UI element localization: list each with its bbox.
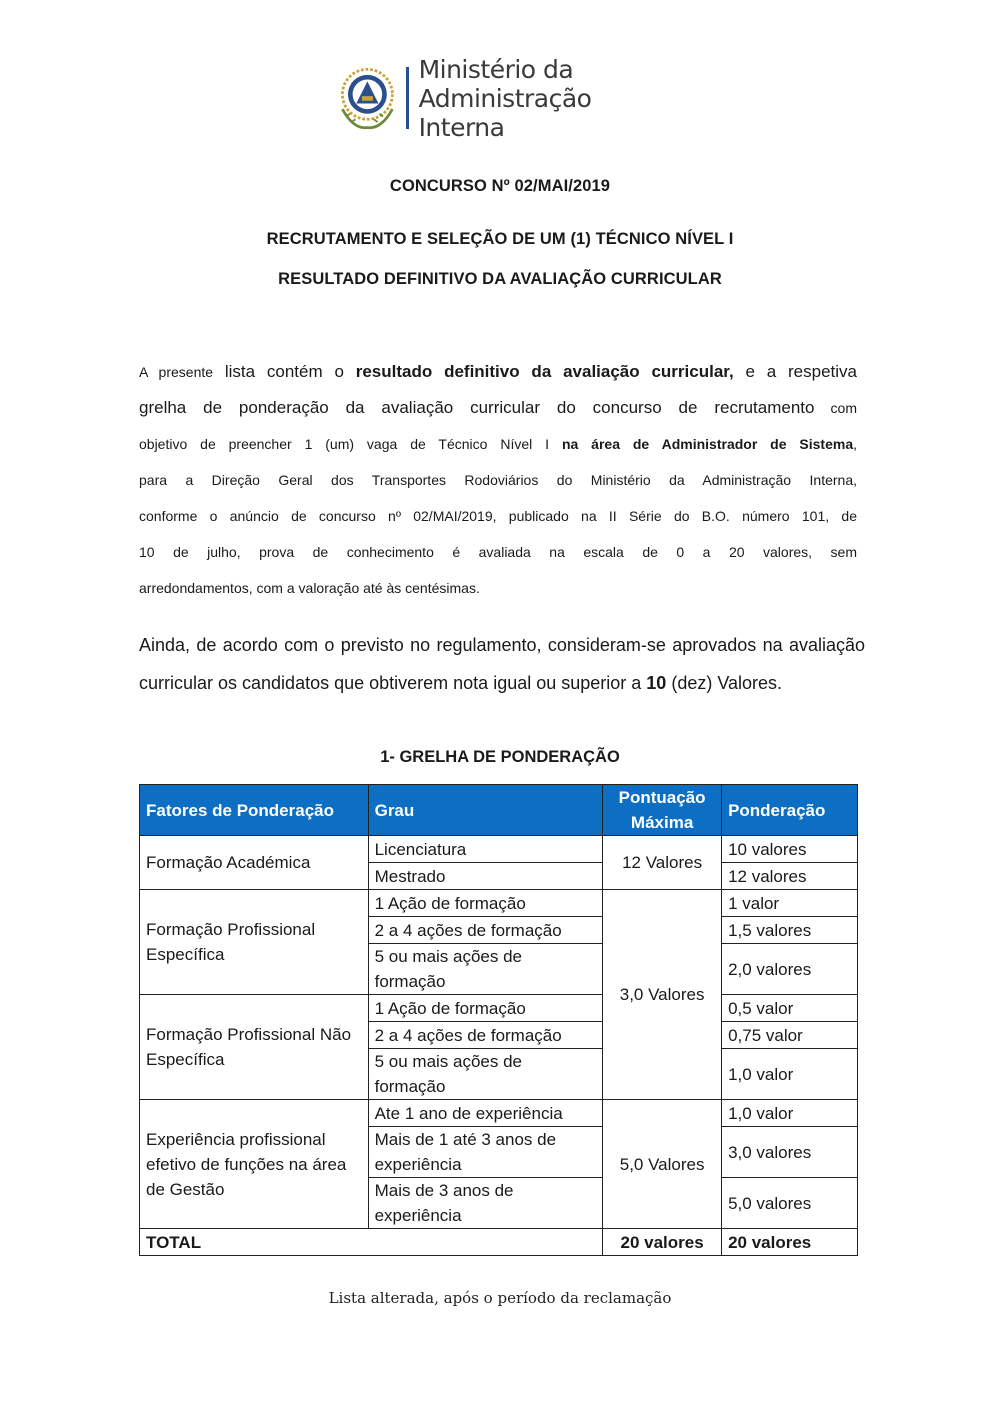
logo-text (419, 55, 665, 142)
intro-text: e a respetiva (733, 362, 858, 381)
degree-cell: 2 a 4 ações de formação (368, 1022, 603, 1049)
table-header-row (140, 785, 858, 836)
recruitment-title: RECRUTAMENTO E SELEÇÃO DE UM (1) TÉCNICO NÍVEL I (266, 230, 734, 248)
intro-paragraph (139, 353, 857, 605)
factor-cell: Formação Profissional Específica (140, 890, 369, 995)
logo-line-1: Ministério da (418, 54, 574, 84)
total-max-score: 20 valores (603, 1229, 722, 1256)
intro-line-7: arredondamentos, com a valoração até às centésimas. (139, 580, 480, 596)
intro-text: lista contém o (213, 362, 356, 381)
table-row (140, 995, 858, 1022)
total-weighting: 20 valores (722, 1229, 858, 1256)
degree-cell: Mais de 1 até 3 anos de experiência (368, 1127, 603, 1178)
intro-line-4: para a Direção Geral dos Transportes Rodoviários do Ministério da Administração Interna, (139, 472, 857, 488)
weight-cell: 1 valor (722, 890, 858, 917)
coat-of-arms-emblem (335, 60, 400, 136)
table-row (140, 1100, 858, 1127)
degree-cell: 1 Ação de formação (368, 995, 603, 1022)
degree-cell: Licenciatura (368, 836, 603, 863)
table-row (140, 836, 858, 863)
ministry-logo (335, 54, 665, 142)
intro-text: grelha de ponderação da avaliação curricular do concurso de recrutamento (139, 398, 815, 417)
factor-cell: Formação Profissional Não Específica (140, 995, 369, 1100)
section-title: 1- GRELHA DE PONDERAÇÃO (380, 748, 620, 766)
degree-cell: 2 a 4 ações de formação (368, 917, 603, 944)
intro-line-1 (139, 353, 857, 389)
logo-divider (406, 67, 409, 129)
weight-cell: 12 valores (722, 863, 858, 890)
approval-text: Ainda, de acordo com o previsto no regulamento, consideram-se aprovados na avaliação curricular os candidatos que obtiverem nota igual ou superior a (139, 635, 865, 693)
weight-cell: 0,75 valor (722, 1022, 858, 1049)
weight-cell: 2,0 valores (722, 944, 858, 995)
weighting-table (139, 784, 858, 1256)
intro-bold-text: na área de Administrador de Sistema (561, 436, 854, 452)
weight-cell: 0,5 valor (722, 995, 858, 1022)
intro-text: objetivo de preencher 1 (um) vaga de Técnico Nível I (139, 436, 562, 452)
total-row (140, 1229, 858, 1256)
intro-text: com (814, 400, 857, 416)
intro-line-2 (139, 389, 857, 425)
max-score-cell: 5,0 Valores (603, 1100, 722, 1229)
degree-cell: Mestrado (368, 863, 603, 890)
degree-cell: 1 Ação de formação (368, 890, 603, 917)
max-score-cell: 3,0 Valores (603, 890, 722, 1100)
intro-bold-text: resultado definitivo da avaliação curricular, (355, 362, 734, 381)
degree-cell: 5 ou mais ações de formação (368, 944, 603, 995)
factor-cell: Formação Académica (140, 836, 369, 890)
header-degree: Grau (368, 785, 603, 836)
degree-cell: Mais de 3 anos de experiência (368, 1178, 603, 1229)
contest-number-title: CONCURSO Nº 02/MAI/2019 (389, 177, 611, 195)
approval-text: (dez) Valores. (666, 673, 783, 693)
weight-cell: 5,0 valores (722, 1178, 858, 1229)
header-factors: Fatores de Ponderação (140, 785, 369, 836)
approval-bold-number: 10 (646, 673, 667, 693)
intro-line-5: conforme o anúncio de concurso nº 02/MAI/2019, publicado na II Série do B.O. número 101, de (139, 508, 857, 524)
footer-note: Lista alterada, após o período da reclamação (328, 1289, 672, 1307)
factor-cell: Experiência profissional efetivo de funções na área de Gestão (140, 1100, 369, 1229)
approval-paragraph (139, 626, 865, 702)
result-title: RESULTADO DEFINITIVO DA AVALIAÇÃO CURRICULAR (278, 270, 722, 288)
max-score-cell: 12 Valores (603, 836, 722, 890)
weight-cell: 3,0 valores (722, 1127, 858, 1178)
weight-cell: 1,5 valores (722, 917, 858, 944)
total-label: TOTAL (140, 1229, 603, 1256)
table-row (140, 890, 858, 917)
weight-cell: 10 valores (722, 836, 858, 863)
header-weighting: Ponderação (722, 785, 858, 836)
intro-line-3 (139, 425, 857, 461)
degree-cell: 5 ou mais ações de formação (368, 1049, 603, 1100)
logo-line-2: Administração Interna (418, 83, 592, 142)
header-max-score: Pontuação Máxima (603, 785, 722, 836)
intro-text: , (853, 436, 858, 452)
weight-cell: 1,0 valor (722, 1100, 858, 1127)
weight-cell: 1,0 valor (722, 1049, 858, 1100)
degree-cell: Ate 1 ano de experiência (368, 1100, 603, 1127)
intro-text: A presente (139, 364, 214, 380)
intro-line-6: 10 de julho, prova de conhecimento é avaliada na escala de 0 a 20 valores, sem (139, 544, 857, 560)
